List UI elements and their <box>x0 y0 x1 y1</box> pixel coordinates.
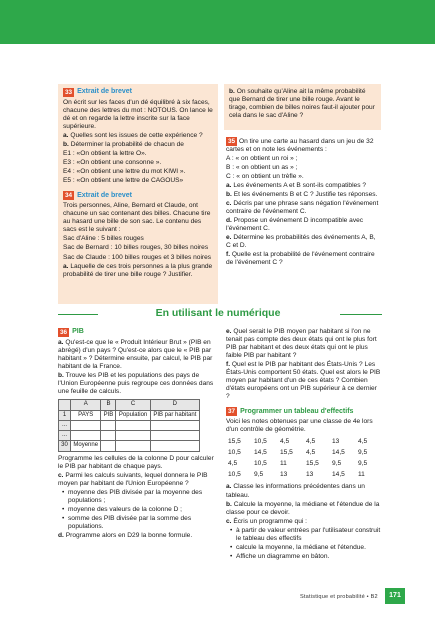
ex33-event: E5 : «On obtient une lettre de CAGOUS» <box>63 177 184 185</box>
ex35-item: a. Les événements A et B sont-ils compatibles ? <box>226 182 367 190</box>
ex36-b: b. Trouve les PIB et les populations des pays de l'Union Européenne puis regroupe ces données dans une feuille de calculs. <box>58 372 214 396</box>
ex35-intro: 35 On tire une carte au hasard dans un jeu de 32 cartes et on note les événements : <box>226 138 374 154</box>
list-item: • moyenne des PIB divisée par la moyenne des populations ; <box>62 489 220 505</box>
ex34-number: 34 <box>65 192 73 200</box>
ex35-event: B : « on obtient un as » ; <box>226 164 298 172</box>
ex34-a: a. Laquelle de ces trois personnes a la plus grande probabilité de tirer une bille rouge ? Justifier. <box>63 262 213 278</box>
ex36-number: 36 <box>60 329 68 336</box>
ex33-34-box <box>58 84 218 304</box>
section-title: En utilisant le numérique <box>155 307 281 319</box>
ex35 <box>226 137 381 268</box>
list-item: • à partir de valeur entrées par l'utilisateur construit le tableau des effectifs <box>230 527 382 543</box>
ex35-event: A : « on obtient un roi » ; <box>226 155 298 163</box>
notes-grid: 15,5 10,5 4,5 4,5 13 4,5 10,5 14,5 15,5 4,5 14,5 9,5 4,5 10,5 11 15,5 9,5 9,5 10,5 9,5 13 13 14,5 11 <box>228 438 368 479</box>
ex34-header <box>63 191 213 200</box>
ex37-c: c. Écris un programme qui : <box>226 517 308 525</box>
ex35-number: 35 <box>228 138 236 145</box>
ex36-d: d. Programme alors en D29 la bonne formule. <box>58 532 193 540</box>
table-row: A B C D <box>59 400 200 410</box>
ex37-header <box>226 407 382 416</box>
ex34-title: Extrait de brevet <box>77 191 132 199</box>
list-item: • moyenne des valeurs de la colonne D ; <box>62 506 220 514</box>
spreadsheet-table <box>58 399 200 452</box>
ex33-event: E3 : «On obtient une consonne ». <box>63 159 162 167</box>
table-row: ... <box>59 420 200 430</box>
ex33-b: b. Déterminer la probabilité de chacun de <box>63 141 184 149</box>
ex33-number: 33 <box>65 89 73 96</box>
ex36-f: f. Quel est le PIB par habitant des États-Unis ? Les États-Unis comportent 50 états. Quel est alors le PIB moyen par habitant d'un de ces états ? Combien d'états européens ont un PIB supérieur à ce dernier ? <box>226 361 381 401</box>
ex33-header <box>63 88 213 97</box>
ex37-a: a. Classe les informations précédentes dans un tableau. <box>226 483 365 499</box>
ex34-b: b. On souhaite qu'Aline ait la même probabilité que Bernard de tirer une bille rouge. Avant le tirage, combien de billes noires faut-il ajouter pour cela dans le sac d'Aline ? <box>229 88 375 120</box>
ex34-bag: Sac de Claude : 100 billes rouges et 3 billes noires <box>63 253 212 261</box>
list-item: • calcule la moyenne, la médiane et l'étendue. <box>230 544 382 552</box>
ex37-intro: Voici les notes obtenues par une classe de 4e lors d'un contrôle de géométrie. <box>226 418 373 434</box>
ex33-intro: On écrit sur les faces d'un dé équilibré à six faces, chacune des lettres du mot : NOTOUS. On lance le dé et on regarde la lettre inscrite sur la face supérieure. <box>63 99 213 131</box>
ex33-event: E1 : «On obtient la lettre O». <box>63 150 147 158</box>
page-number: 171 <box>385 588 405 604</box>
ex33-title: Extrait de brevet <box>77 88 132 96</box>
ex35-item: c. Décris par une phrase sans négation l'événement contraire de l'événement C. <box>226 200 379 216</box>
ex34-bag: Sac de Bernard : 10 billes rouges, 30 billes noires <box>63 244 209 252</box>
section-rule-left <box>58 314 98 315</box>
ex33-a: a. Quelles sont les issues de cette expérience ? <box>63 132 203 140</box>
table-row: 30 Moyenne <box>59 441 200 451</box>
list-item: • somme des PIB divisée par la somme des populations. <box>62 515 220 531</box>
list-item: • Affiche un diagramme en bâton. <box>230 553 382 561</box>
ex36-e: e. Quel serait le PIB moyen par habitant si l'on ne tenait pas compte des deux états qui ont le plus fort PIB par habitant et des deux états qui ont le plus faible PIB par habitant ? <box>226 328 377 360</box>
ex36 <box>58 328 220 541</box>
ex35-item: b. Et les événements B et C ? Justifie tes réponses. <box>226 191 378 199</box>
table-row: ... <box>59 431 200 441</box>
ex36-bullets <box>58 489 220 531</box>
ex34-bag: Sac d'Aline : 5 billes rouges <box>63 235 144 243</box>
ex36-header <box>58 328 220 337</box>
table-row: 1 PAYS PIB Population PIB par habitant <box>59 410 200 420</box>
ex35-item: e. Détermine les probabilités des événements A, B, C et D. <box>226 234 376 250</box>
ex34-intro: Trois personnes, Aline, Bernard et Claude, ont chacune un sac contenant des billes. Chacune tire au hasard une bille de son sac. Le contenu des sacs est le suivant : <box>63 202 211 234</box>
ex36-a: a. Qu'est-ce que le « Produit Intérieur Brut » (PIB en abrégé) d'un pays ? Qu'est-ce alors que le « PIB par habitant » ? Détermine ensuite, par calcul, le PIB par habitant de la France. <box>58 339 213 371</box>
ex37-bullets <box>226 527 382 561</box>
footer-text: Statistique et probabilité • B2 <box>300 594 378 600</box>
top-band <box>0 0 435 44</box>
ex37-b: b. Calcule la moyenne, la médiane et l'étendue de la classe pour ce devoir. <box>226 500 380 516</box>
section-rule-right <box>340 314 382 315</box>
ex36-title: PIB <box>72 328 84 336</box>
ex35-item: f. Quelle est la probabilité de l'événement contraire de l'événement C ? <box>226 251 375 267</box>
ex37-title: Programmer un tableau d'effectifs <box>240 407 354 415</box>
ex35-event: C : « on obtient un trèfle ». <box>226 173 304 181</box>
ex33-event: E4 : «On obtient une lettre du mot KIWI ». <box>63 168 186 176</box>
ex35-item: d. Propose un événement D incompatible avec l'événement C. <box>226 217 364 233</box>
ex36-continued <box>226 328 382 562</box>
ex36-after-table: Programme les cellules de la colonne D pour calculer le PIB par habitant de chaque pays. <box>58 454 214 470</box>
ex37-number: 37 <box>228 408 236 416</box>
ex36-c: c. Parmi les calculs suivants, lequel donnera le PIB moyen par habitant de l'Union Européenne ? <box>58 471 208 487</box>
ex34-continued-box <box>224 84 381 130</box>
